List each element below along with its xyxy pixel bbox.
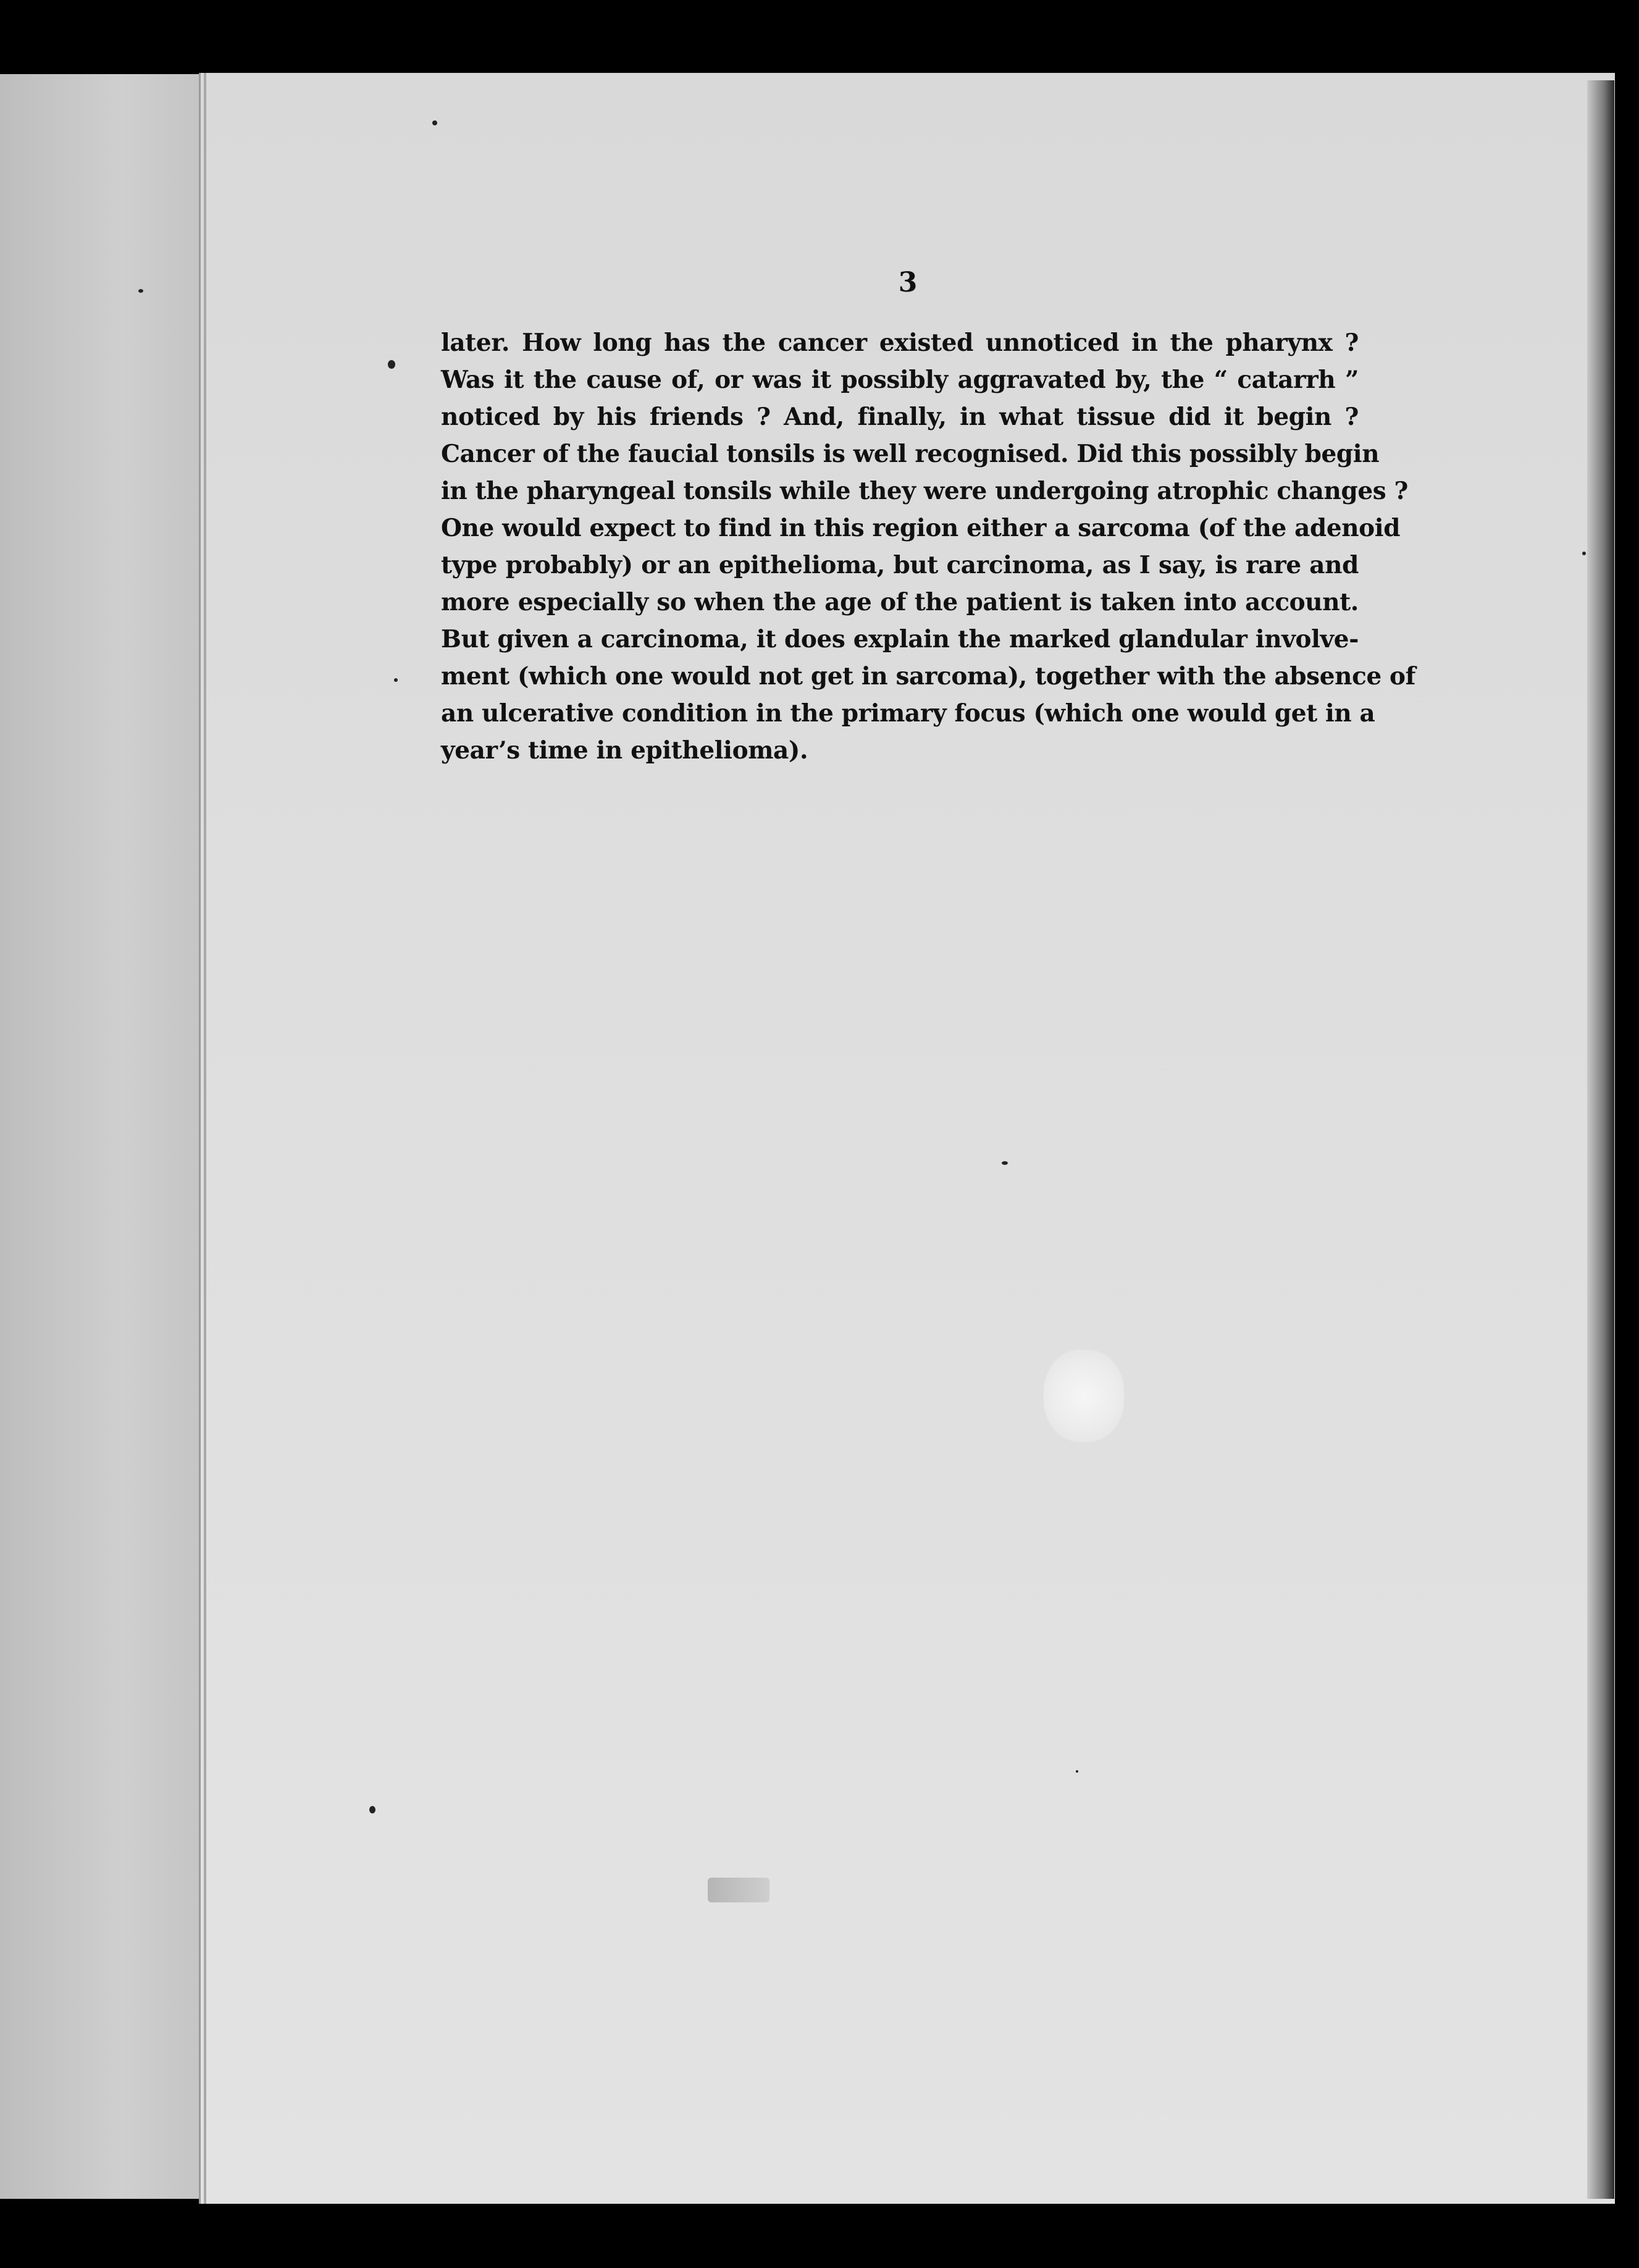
text-line: more especially so when the age of the patient is taken into account.	[441, 588, 1359, 616]
text-line: an ulcerative condition in the primary focus (which one would get in a	[441, 699, 1375, 728]
scan-speck	[1002, 1161, 1008, 1165]
text-line: Cancer of the faucial tonsils is well recognised. Did this possibly begin	[441, 440, 1380, 468]
scan-speck	[432, 120, 437, 125]
scan-speck	[1582, 552, 1586, 555]
faint-mark	[708, 1878, 769, 1902]
scan-speck	[138, 289, 143, 293]
text-line: year’s time in epithelioma).	[441, 736, 808, 765]
text-line: later. How long has the cancer existed unnoticed in the pharynx ?	[441, 329, 1359, 357]
text-line: type probably) or an epithelioma, but carcinoma, as I say, is rare and	[441, 551, 1359, 579]
scan-speck	[394, 678, 398, 682]
text-line: noticed by his friends ? And, finally, in what tissue did it begin ?	[441, 403, 1359, 431]
body-paragraph	[441, 324, 1416, 769]
scan-speck	[388, 360, 395, 369]
text-line: One would expect to find in this region either a sarcoma (of the adenoid	[441, 514, 1401, 542]
text-line: Was it the cause of, or was it possibly aggravated by, the “ catarrh ”	[441, 366, 1359, 394]
text-line: But given a carcinoma, it does explain the marked glandular involve-	[441, 625, 1359, 653]
page-gutter	[204, 73, 206, 2204]
text-line: ment (which one would not get in sarcoma), together with the absence of	[441, 662, 1416, 691]
scan-speck	[1076, 1770, 1078, 1773]
paper-smudge	[1044, 1350, 1124, 1442]
page-number: 3	[898, 267, 918, 298]
page-right-edge	[1587, 80, 1614, 2199]
scan-speck	[369, 1806, 375, 1813]
facing-page-edge	[0, 74, 204, 2199]
text-line: in the pharyngeal tonsils while they were undergoing atrophic changes ?	[441, 477, 1408, 505]
